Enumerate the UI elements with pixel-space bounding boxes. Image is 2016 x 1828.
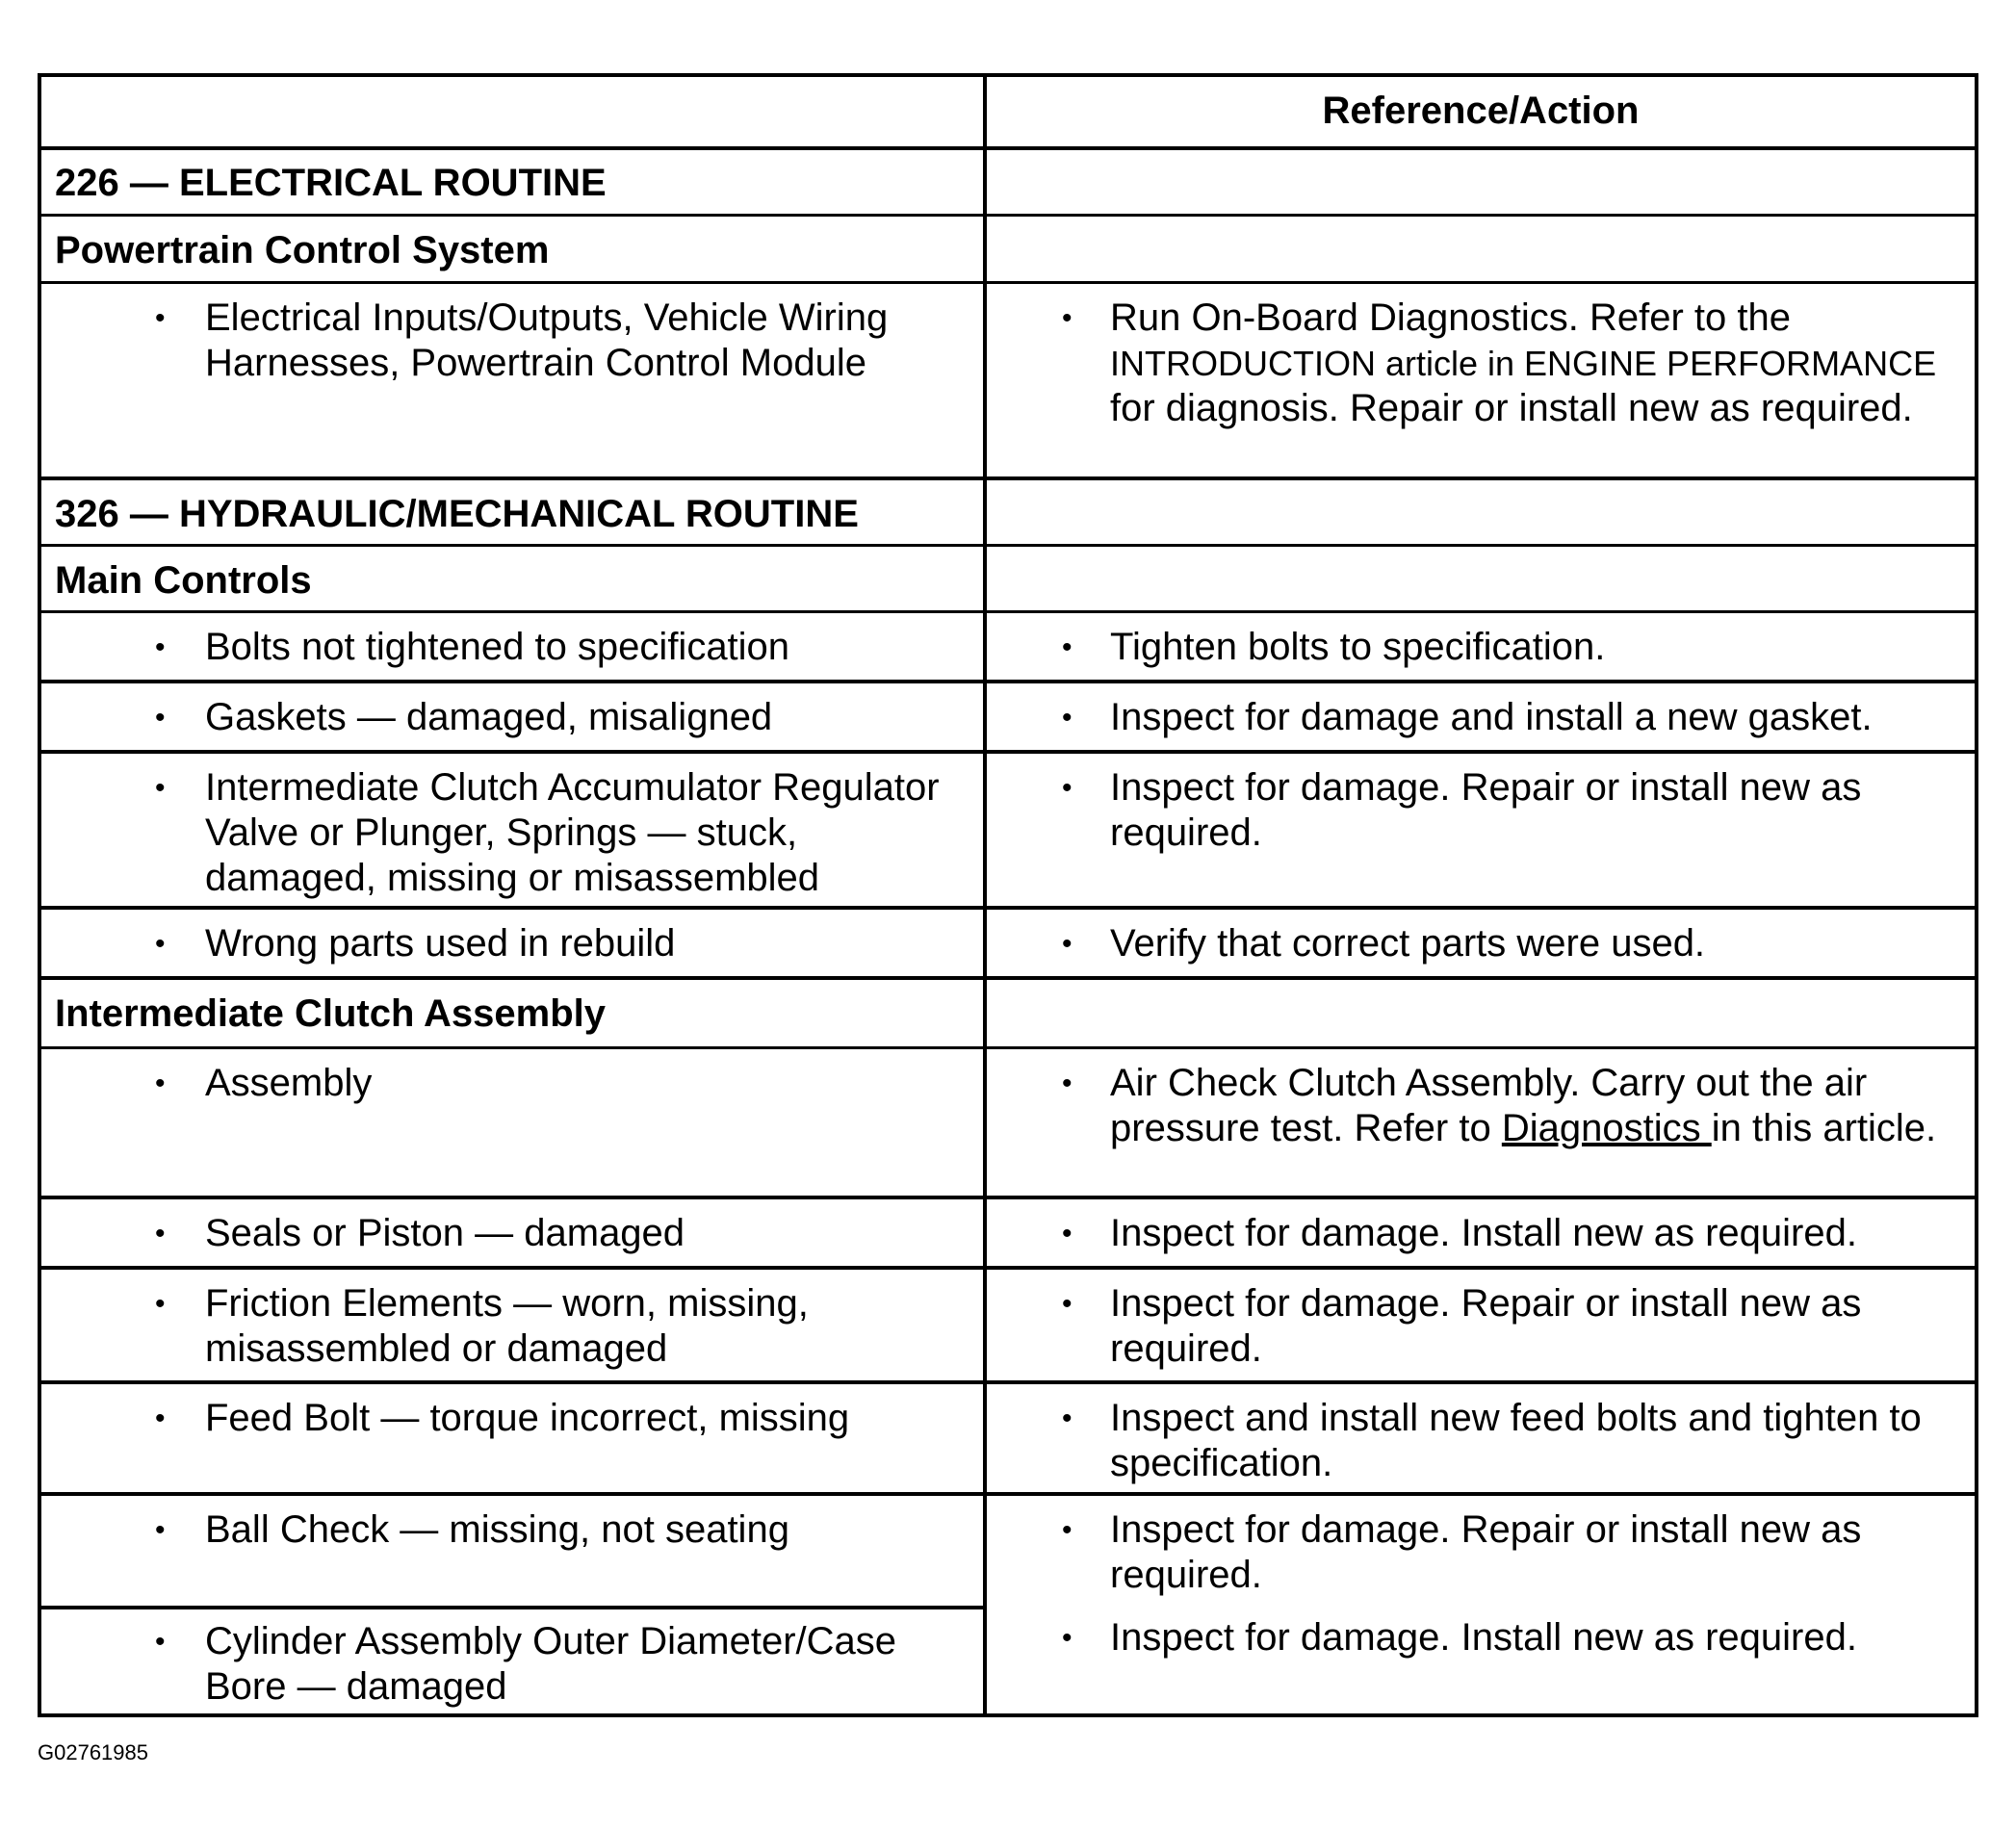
action-text: Verify that correct parts were used. — [1110, 922, 1706, 965]
bullet: • — [155, 1068, 166, 1099]
action-cell — [983, 1199, 1975, 1266]
bullet: • — [155, 1626, 166, 1658]
bullet: • — [155, 1403, 166, 1434]
action-text: Inspect and install new feed bolts and tighten to specification. — [1110, 1397, 1922, 1484]
action-text-part: Run On-Board Diagnostics. Refer to the — [1110, 296, 1792, 339]
condition-text: Bolts not tightened to specification — [205, 626, 790, 668]
action-text: Inspect for damage. Repair or install new as required. — [1110, 1508, 1862, 1596]
column-header-reference-action: Reference/Action — [1322, 90, 1640, 132]
bullet: • — [1062, 928, 1073, 960]
condition-text: Ball Check — missing, not seating — [205, 1508, 789, 1551]
condition-text: Cylinder Assembly Outer Diameter/Case Bore — damaged — [205, 1620, 897, 1708]
action-cell — [983, 1049, 1975, 1196]
condition-cell — [41, 613, 983, 680]
diagnostics-link[interactable]: Diagnostics — [1501, 1107, 1712, 1149]
bullet: • — [155, 1288, 166, 1320]
subsection-row-powertrain — [41, 217, 1975, 281]
action-text — [1110, 1061, 1965, 1151]
bullet: • — [155, 928, 166, 960]
bullet: • — [1062, 1218, 1073, 1249]
bullet: • — [1062, 1068, 1073, 1099]
empty-action-cell — [983, 980, 1975, 1046]
condition-cell — [41, 1270, 983, 1380]
subsection-title-cell — [41, 547, 983, 610]
action-cell — [983, 1384, 1975, 1492]
table-header-row — [41, 77, 1975, 146]
bullet: • — [155, 772, 166, 804]
action-text: Inspect for damage. Install new as required. — [1110, 1616, 1857, 1659]
condition-cell — [41, 284, 983, 476]
condition-text: Gaskets — damaged, misaligned — [205, 696, 773, 738]
figure-id: G02761985 — [38, 1740, 148, 1764]
action-text: Inspect for damage. Repair or install new as required. — [1110, 766, 1862, 854]
table-row — [41, 284, 1975, 476]
table-row — [41, 1270, 1975, 1380]
subsection-row-main-controls — [41, 547, 1975, 610]
action-cell-group — [983, 1496, 1975, 1717]
table-row — [41, 1199, 1975, 1266]
action-text: Inspect for damage. Repair or install new as required. — [1110, 1282, 1862, 1370]
empty-action-cell — [983, 149, 1975, 214]
table-row-group — [41, 1496, 1975, 1717]
action-cell — [983, 284, 1975, 476]
subsection-title: Intermediate Clutch Assembly — [55, 992, 607, 1035]
header-blank-cell — [41, 77, 983, 146]
condition-cell — [41, 1199, 983, 1266]
bullet: • — [1062, 1288, 1073, 1320]
subsection-title: Powertrain Control System — [55, 229, 550, 271]
reference-article: INTRODUCTION article in ENGINE PERFORMANCE — [1110, 344, 1937, 383]
bullet: • — [1062, 1514, 1073, 1546]
table-row — [41, 683, 1975, 750]
condition-cell — [41, 683, 983, 750]
condition-text: Feed Bolt — torque incorrect, missing — [205, 1397, 850, 1439]
action-text-part: for diagnosis. Repair or install new as required. — [1110, 387, 1913, 429]
diagnosis-table — [38, 73, 1978, 1717]
section-title: 326 — HYDRAULIC/MECHANICAL ROUTINE — [55, 493, 859, 535]
bullet: • — [1062, 1403, 1073, 1434]
condition-text: Intermediate Clutch Accumulator Regulator Valve or Plunger, Springs — stuck, damaged, missing or misassembled — [205, 766, 940, 899]
table-row — [41, 613, 1975, 680]
condition-cell — [41, 1049, 983, 1196]
section-title-cell — [41, 480, 983, 544]
bullet: • — [155, 302, 166, 334]
section-row-electrical — [41, 149, 1975, 214]
bullet: • — [155, 631, 166, 663]
action-cell — [983, 1270, 1975, 1380]
action-text: Inspect for damage. Install new as required. — [1110, 1212, 1857, 1254]
table-row — [41, 754, 1975, 906]
table-row — [41, 910, 1975, 976]
action-cell — [983, 613, 1975, 680]
bullet: • — [155, 1218, 166, 1249]
action-text — [1110, 296, 1965, 431]
condition-cell — [41, 1384, 983, 1492]
condition-text: Seals or Piston — damaged — [205, 1212, 685, 1254]
subsection-title-cell — [41, 217, 983, 281]
bullet: • — [1062, 631, 1073, 663]
subsection-title-cell — [41, 980, 983, 1046]
section-row-hydraulic — [41, 480, 1975, 544]
section-title-cell — [41, 149, 983, 214]
action-text-part: in this article. — [1711, 1107, 1937, 1149]
bullet: • — [1062, 702, 1073, 734]
empty-action-cell — [983, 480, 1975, 544]
condition-cell — [41, 910, 983, 976]
action-text-part: Air Check Clutch Assembly. Carry out the air pressure test. Refer to — [1110, 1062, 1868, 1149]
subsection-title: Main Controls — [55, 559, 312, 602]
table-row — [41, 1049, 1975, 1196]
action-cell — [983, 754, 1975, 906]
bullet: • — [155, 702, 166, 734]
action-text: Inspect for damage and install a new gasket. — [1110, 696, 1873, 738]
action-text: Tighten bolts to specification. — [1110, 626, 1606, 668]
bullet: • — [1062, 1622, 1073, 1654]
action-cell — [983, 683, 1975, 750]
condition-text: Electrical Inputs/Outputs, Vehicle Wiring Harnesses, Powertrain Control Module — [205, 296, 889, 384]
bullet: • — [1062, 302, 1073, 334]
header-action-cell — [983, 77, 1975, 146]
condition-cell — [41, 754, 983, 906]
row-divider — [41, 1606, 983, 1609]
condition-text: Wrong parts used in rebuild — [205, 922, 676, 965]
empty-action-cell — [983, 547, 1975, 610]
action-cell — [983, 910, 1975, 976]
subsection-row-clutch — [41, 980, 1975, 1046]
table-row — [41, 1384, 1975, 1492]
bullet: • — [155, 1514, 166, 1546]
section-title: 226 — ELECTRICAL ROUTINE — [55, 162, 607, 204]
empty-action-cell — [983, 217, 1975, 281]
condition-text: Friction Elements — worn, missing, misassembled or damaged — [205, 1282, 809, 1370]
condition-text: Assembly — [205, 1062, 373, 1104]
bullet: • — [1062, 772, 1073, 804]
